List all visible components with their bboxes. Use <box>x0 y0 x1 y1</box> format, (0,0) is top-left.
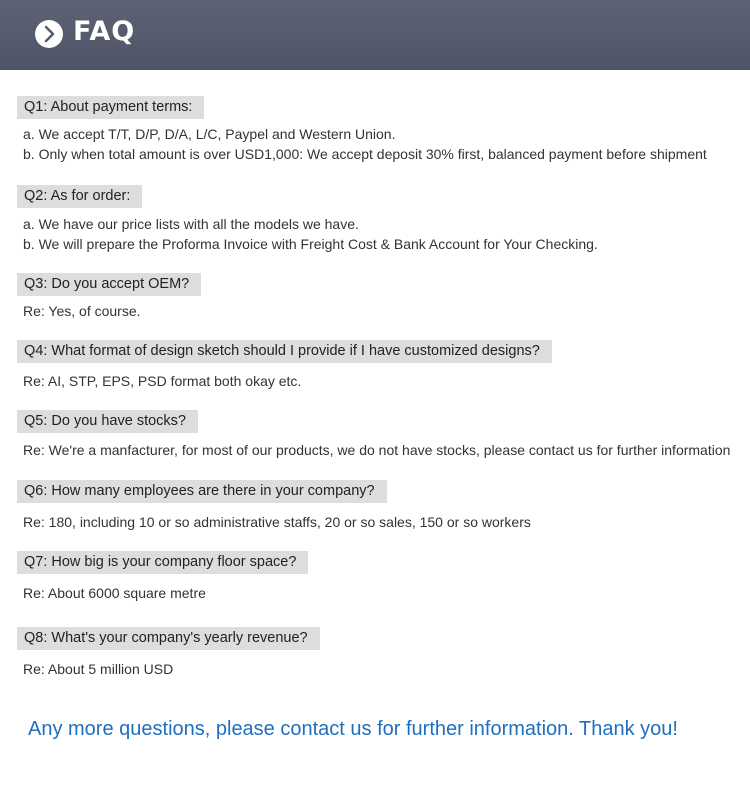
answer-2-line-1: a. We have our price lists with all the models we have. <box>23 216 359 232</box>
contact-message: Any more questions, please contact us for further information. Thank you! <box>28 718 678 740</box>
chevron-right-circle-icon <box>35 20 63 48</box>
answer-8: Re: About 5 million USD <box>23 661 174 677</box>
answer-1-line-2: b. Only when total amount is over USD1,000: We accept deposit 30% first, balanced payment before shipment <box>23 146 707 162</box>
question-1: Q1: About payment terms: <box>17 96 204 119</box>
answer-3: Re: Yes, of course. <box>23 303 141 319</box>
answer-6: Re: 180, including 10 or so administrative staffs, 20 or so sales, 150 or so workers <box>23 514 531 530</box>
answer-1-line-1: a. We accept T/T, D/P, D/A, L/C, Paypel and Western Union. <box>23 126 396 142</box>
question-6: Q6: How many employees are there in your company? <box>17 480 387 503</box>
question-8: Q8: What's your company's yearly revenue? <box>17 627 320 650</box>
faq-header <box>0 0 750 70</box>
question-5: Q5: Do you have stocks? <box>17 410 198 433</box>
answer-4: Re: AI, STP, EPS, PSD format both okay etc. <box>23 373 302 389</box>
question-2: Q2: As for order: <box>17 185 142 208</box>
answer-2-line-2: b. We will prepare the Proforma Invoice with Freight Cost & Bank Account for Your Checking. <box>23 236 598 252</box>
question-3: Q3: Do you accept OEM? <box>17 273 201 296</box>
question-4: Q4: What format of design sketch should I provide if I have customized designs? <box>17 340 552 363</box>
page-title: FAQ <box>73 16 136 47</box>
answer-7: Re: About 6000 square metre <box>23 585 206 601</box>
question-7: Q7: How big is your company floor space? <box>17 551 308 574</box>
answer-5: Re: We're a manfacturer, for most of our products, we do not have stocks, please contact us for further information <box>23 442 731 458</box>
